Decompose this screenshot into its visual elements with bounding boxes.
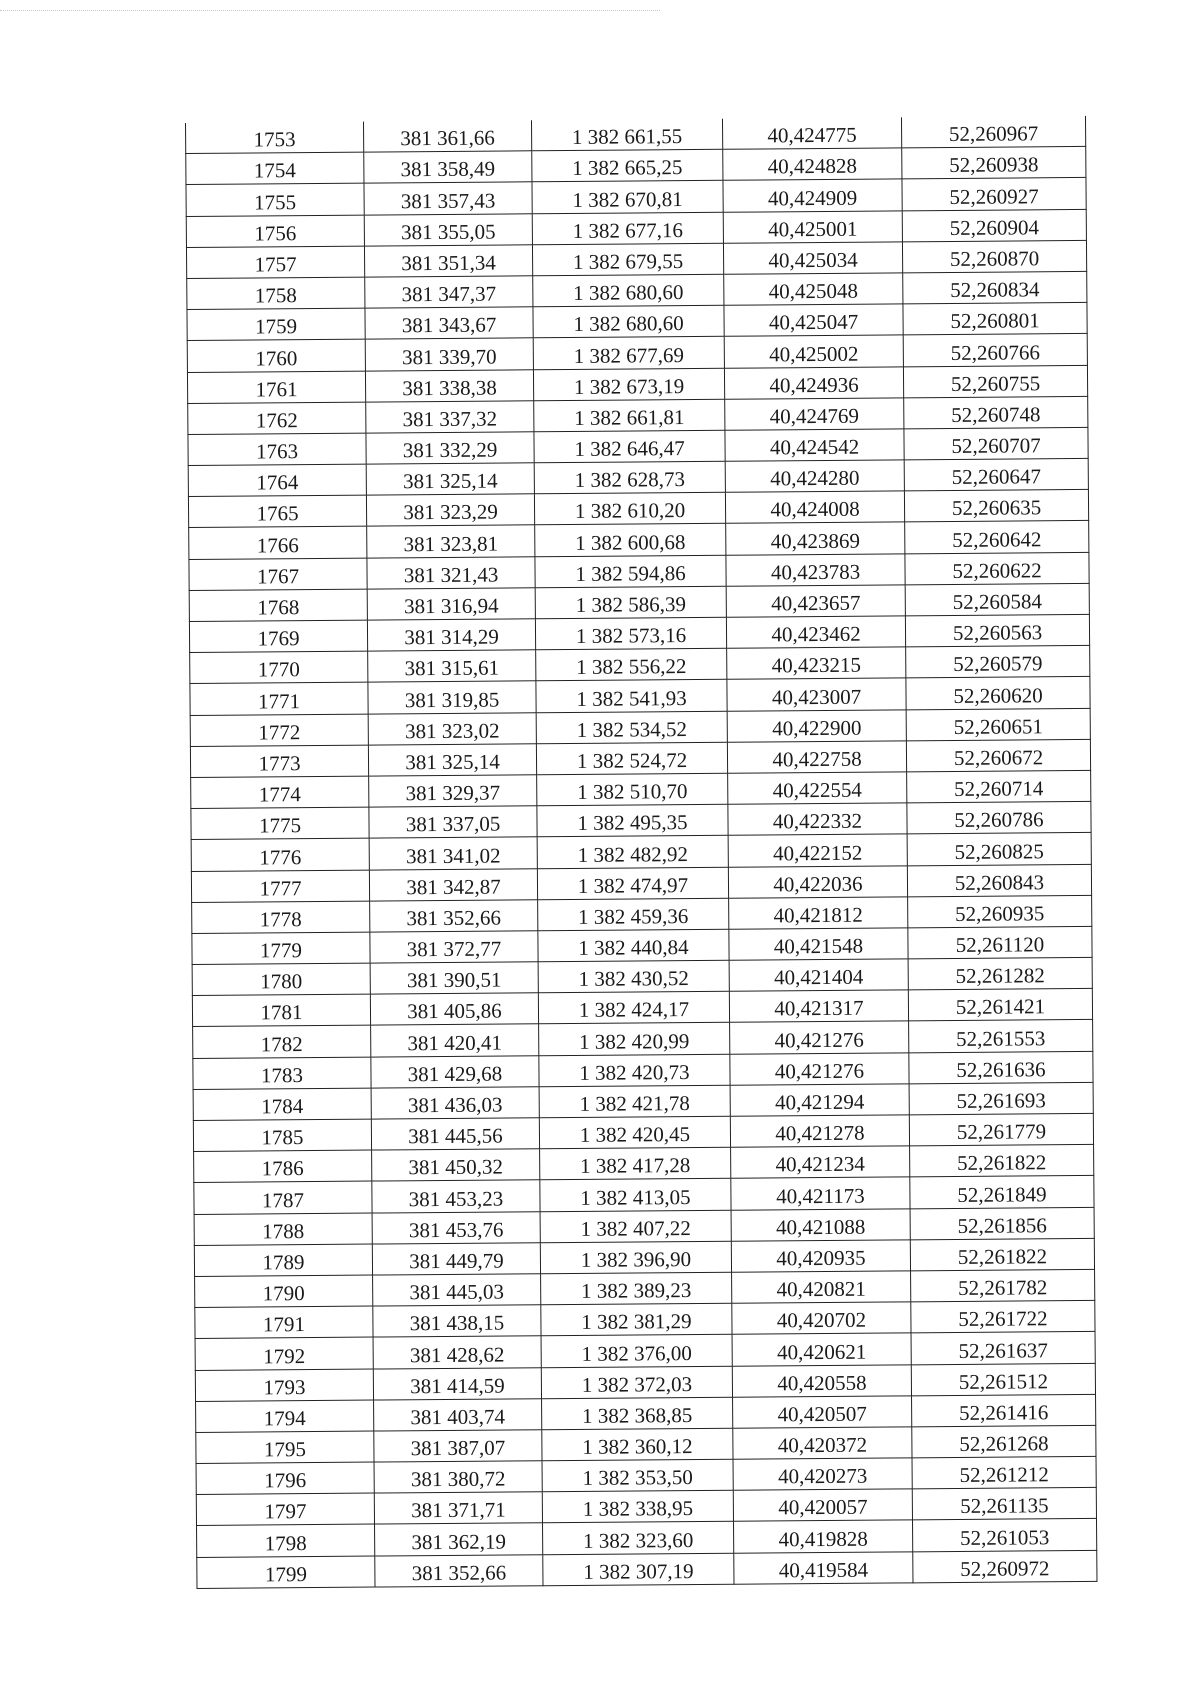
point-number-cell: 1799 xyxy=(197,1556,375,1589)
point-number-cell: 1778 xyxy=(192,901,370,934)
x-coordinate-cell: 381 420,41 xyxy=(371,1024,539,1057)
x-coordinate-cell: 381 453,76 xyxy=(372,1211,540,1244)
point-number-cell: 1783 xyxy=(193,1057,371,1090)
point-number-cell: 1767 xyxy=(189,558,367,591)
longitude-cell: 52,260647 xyxy=(904,458,1088,491)
y-coordinate-cell: 1 382 680,60 xyxy=(533,274,724,307)
x-coordinate-cell: 381 338,38 xyxy=(365,369,533,402)
y-coordinate-cell: 1 382 360,12 xyxy=(542,1428,733,1461)
latitude-cell: 40,425002 xyxy=(724,335,903,368)
point-number-cell: 1776 xyxy=(191,838,369,871)
y-coordinate-cell: 1 382 661,55 xyxy=(531,119,722,151)
y-coordinate-cell: 1 382 368,85 xyxy=(542,1397,733,1430)
latitude-cell: 40,424280 xyxy=(725,460,904,493)
point-number-cell: 1763 xyxy=(188,433,366,466)
latitude-cell: 40,420273 xyxy=(733,1458,912,1491)
point-number-cell: 1798 xyxy=(197,1524,375,1557)
x-coordinate-cell: 381 325,14 xyxy=(368,744,536,777)
latitude-cell: 40,422152 xyxy=(728,834,907,867)
x-coordinate-cell: 381 380,72 xyxy=(374,1461,542,1494)
x-coordinate-cell: 381 323,02 xyxy=(368,712,536,745)
document-page xyxy=(185,116,1096,1589)
latitude-cell: 40,419584 xyxy=(734,1551,913,1584)
latitude-cell: 40,421404 xyxy=(729,959,908,992)
y-coordinate-cell: 1 382 420,73 xyxy=(539,1054,730,1087)
latitude-cell: 40,421276 xyxy=(730,1021,909,1054)
y-coordinate-cell: 1 382 474,97 xyxy=(537,867,728,900)
x-coordinate-cell: 381 358,49 xyxy=(364,151,532,184)
y-coordinate-cell: 1 382 440,84 xyxy=(538,929,729,962)
longitude-cell: 52,260972 xyxy=(913,1550,1097,1583)
y-coordinate-cell: 1 382 586,39 xyxy=(535,586,726,619)
point-number-cell: 1782 xyxy=(193,1026,371,1059)
point-number-cell: 1771 xyxy=(190,682,368,715)
longitude-cell: 52,261782 xyxy=(911,1269,1095,1302)
latitude-cell: 40,424936 xyxy=(724,366,903,399)
point-number-cell: 1755 xyxy=(186,183,364,216)
y-coordinate-cell: 1 382 424,17 xyxy=(538,992,729,1025)
x-coordinate-cell: 381 387,07 xyxy=(374,1430,542,1463)
point-number-cell: 1793 xyxy=(195,1369,373,1402)
point-number-cell: 1781 xyxy=(192,994,370,1027)
longitude-cell: 52,261722 xyxy=(911,1301,1095,1334)
latitude-cell: 40,421812 xyxy=(729,897,908,930)
y-coordinate-cell: 1 382 646,47 xyxy=(534,430,725,463)
y-coordinate-cell: 1 382 459,36 xyxy=(538,898,729,931)
y-coordinate-cell: 1 382 389,23 xyxy=(541,1272,732,1305)
latitude-cell: 40,423657 xyxy=(726,585,905,618)
point-number-cell: 1788 xyxy=(194,1213,372,1246)
point-number-cell: 1756 xyxy=(186,215,364,248)
y-coordinate-cell: 1 382 376,00 xyxy=(541,1335,732,1368)
y-coordinate-cell: 1 382 541,93 xyxy=(536,680,727,713)
longitude-cell: 52,260642 xyxy=(905,521,1089,554)
latitude-cell: 40,421088 xyxy=(731,1208,910,1241)
latitude-cell: 40,420821 xyxy=(732,1271,911,1304)
y-coordinate-cell: 1 382 679,55 xyxy=(532,243,723,276)
longitude-cell: 52,260755 xyxy=(903,365,1087,398)
latitude-cell: 40,420507 xyxy=(733,1396,912,1429)
longitude-cell: 52,261120 xyxy=(908,926,1092,959)
point-number-cell: 1795 xyxy=(196,1431,374,1464)
point-number-cell: 1775 xyxy=(191,807,369,840)
x-coordinate-cell: 381 453,23 xyxy=(372,1180,540,1213)
x-coordinate-cell: 381 347,37 xyxy=(365,276,533,309)
longitude-cell: 52,260967 xyxy=(901,116,1085,148)
latitude-cell: 40,424008 xyxy=(725,491,904,524)
latitude-cell: 40,421234 xyxy=(731,1146,910,1179)
y-coordinate-cell: 1 382 673,19 xyxy=(533,368,724,401)
y-coordinate-cell: 1 382 430,52 xyxy=(538,960,729,993)
point-number-cell: 1770 xyxy=(190,651,368,684)
point-number-cell: 1760 xyxy=(187,339,365,372)
point-number-cell: 1794 xyxy=(196,1400,374,1433)
x-coordinate-cell: 381 428,62 xyxy=(373,1336,541,1369)
point-number-cell: 1769 xyxy=(189,620,367,653)
x-coordinate-cell: 381 372,77 xyxy=(370,931,538,964)
latitude-cell: 40,421173 xyxy=(731,1177,910,1210)
y-coordinate-cell: 1 382 381,29 xyxy=(541,1303,732,1336)
scan-artifact-line xyxy=(0,10,660,11)
latitude-cell: 40,423783 xyxy=(726,553,905,586)
x-coordinate-cell: 381 403,74 xyxy=(374,1398,542,1431)
latitude-cell: 40,420621 xyxy=(732,1333,911,1366)
longitude-cell: 52,260938 xyxy=(902,147,1086,180)
longitude-cell: 52,260620 xyxy=(906,677,1090,710)
point-number-cell: 1785 xyxy=(193,1119,371,1152)
point-number-cell: 1753 xyxy=(185,122,363,154)
longitude-cell: 52,261212 xyxy=(912,1456,1096,1489)
x-coordinate-cell: 381 352,66 xyxy=(375,1554,543,1587)
y-coordinate-cell: 1 382 420,45 xyxy=(539,1116,730,1149)
longitude-cell: 52,260714 xyxy=(907,770,1091,803)
x-coordinate-cell: 381 438,15 xyxy=(373,1305,541,1338)
x-coordinate-cell: 381 321,43 xyxy=(367,556,535,589)
y-coordinate-cell: 1 382 594,86 xyxy=(535,555,726,588)
longitude-cell: 52,261512 xyxy=(911,1363,1095,1396)
y-coordinate-cell: 1 382 353,50 xyxy=(542,1459,733,1492)
x-coordinate-cell: 381 362,19 xyxy=(375,1523,543,1556)
longitude-cell: 52,260672 xyxy=(906,739,1090,772)
point-number-cell: 1773 xyxy=(190,745,368,778)
point-number-cell: 1792 xyxy=(195,1337,373,1370)
longitude-cell: 52,260825 xyxy=(907,833,1091,866)
point-number-cell: 1790 xyxy=(195,1275,373,1308)
longitude-cell: 52,261693 xyxy=(909,1082,1093,1115)
longitude-cell: 52,261135 xyxy=(912,1488,1096,1521)
longitude-cell: 52,261822 xyxy=(910,1238,1094,1271)
longitude-cell: 52,261849 xyxy=(910,1176,1094,1209)
y-coordinate-cell: 1 382 323,60 xyxy=(543,1522,734,1555)
latitude-cell: 40,420558 xyxy=(732,1364,911,1397)
point-number-cell: 1796 xyxy=(196,1462,374,1495)
point-number-cell: 1762 xyxy=(188,402,366,435)
latitude-cell: 40,425001 xyxy=(723,210,902,243)
point-number-cell: 1757 xyxy=(186,246,364,279)
longitude-cell: 52,260927 xyxy=(902,178,1086,211)
x-coordinate-cell: 381 357,43 xyxy=(364,182,532,215)
point-number-cell: 1754 xyxy=(186,152,364,185)
latitude-cell: 40,420372 xyxy=(733,1427,912,1460)
y-coordinate-cell: 1 382 610,20 xyxy=(534,493,725,526)
latitude-cell: 40,423215 xyxy=(727,647,906,680)
x-coordinate-cell: 381 352,66 xyxy=(370,899,538,932)
longitude-cell: 52,260707 xyxy=(904,427,1088,460)
point-number-cell: 1768 xyxy=(189,589,367,622)
latitude-cell: 40,422036 xyxy=(728,865,907,898)
longitude-cell: 52,261268 xyxy=(912,1425,1096,1458)
point-number-cell: 1777 xyxy=(191,870,369,903)
longitude-cell: 52,260563 xyxy=(905,614,1089,647)
longitude-cell: 52,260801 xyxy=(903,303,1087,336)
x-coordinate-cell: 381 390,51 xyxy=(370,962,538,995)
latitude-cell: 40,421278 xyxy=(730,1115,909,1148)
longitude-cell: 52,260786 xyxy=(907,802,1091,835)
x-coordinate-cell: 381 361,66 xyxy=(363,120,531,152)
y-coordinate-cell: 1 382 307,19 xyxy=(543,1553,734,1586)
latitude-cell: 40,422554 xyxy=(728,772,907,805)
latitude-cell: 40,424775 xyxy=(722,117,901,149)
y-coordinate-cell: 1 382 677,16 xyxy=(532,212,723,245)
x-coordinate-cell: 381 342,87 xyxy=(369,868,537,901)
point-number-cell: 1784 xyxy=(193,1088,371,1121)
latitude-cell: 40,420935 xyxy=(731,1240,910,1273)
x-coordinate-cell: 381 414,59 xyxy=(373,1367,541,1400)
latitude-cell: 40,420057 xyxy=(733,1489,912,1522)
latitude-cell: 40,423007 xyxy=(727,678,906,711)
latitude-cell: 40,425034 xyxy=(723,242,902,275)
y-coordinate-cell: 1 382 421,78 xyxy=(539,1085,730,1118)
y-coordinate-cell: 1 382 420,99 xyxy=(539,1023,730,1056)
y-coordinate-cell: 1 382 556,22 xyxy=(536,648,727,681)
table-row xyxy=(197,1550,1097,1588)
longitude-cell: 52,260635 xyxy=(904,490,1088,523)
x-coordinate-cell: 381 329,37 xyxy=(369,775,537,808)
latitude-cell: 40,425048 xyxy=(724,273,903,306)
longitude-cell: 52,260843 xyxy=(907,864,1091,897)
y-coordinate-cell: 1 382 628,73 xyxy=(534,461,725,494)
x-coordinate-cell: 381 449,79 xyxy=(372,1242,540,1275)
y-coordinate-cell: 1 382 396,90 xyxy=(540,1241,731,1274)
latitude-cell: 40,425047 xyxy=(724,304,903,337)
x-coordinate-cell: 381 314,29 xyxy=(367,619,535,652)
x-coordinate-cell: 381 319,85 xyxy=(368,681,536,714)
x-coordinate-cell: 381 337,32 xyxy=(366,400,534,433)
latitude-cell: 40,423462 xyxy=(726,616,905,649)
y-coordinate-cell: 1 382 417,28 xyxy=(540,1147,731,1180)
latitude-cell: 40,422758 xyxy=(727,741,906,774)
latitude-cell: 40,421294 xyxy=(730,1084,909,1117)
longitude-cell: 52,261421 xyxy=(908,989,1092,1022)
longitude-cell: 52,260935 xyxy=(908,895,1092,928)
x-coordinate-cell: 381 371,71 xyxy=(374,1492,542,1525)
x-coordinate-cell: 381 445,03 xyxy=(373,1274,541,1307)
point-number-cell: 1758 xyxy=(187,277,365,310)
y-coordinate-cell: 1 382 482,92 xyxy=(537,836,728,869)
longitude-cell: 52,261416 xyxy=(912,1394,1096,1427)
y-coordinate-cell: 1 382 407,22 xyxy=(540,1210,731,1243)
x-coordinate-cell: 381 323,29 xyxy=(366,494,534,527)
point-number-cell: 1759 xyxy=(187,308,365,341)
x-coordinate-cell: 381 429,68 xyxy=(371,1055,539,1088)
x-coordinate-cell: 381 445,56 xyxy=(371,1118,539,1151)
point-number-cell: 1786 xyxy=(194,1150,372,1183)
longitude-cell: 52,260579 xyxy=(906,646,1090,679)
point-number-cell: 1772 xyxy=(190,714,368,747)
x-coordinate-cell: 381 343,67 xyxy=(365,307,533,340)
y-coordinate-cell: 1 382 670,81 xyxy=(532,181,723,214)
y-coordinate-cell: 1 382 372,03 xyxy=(541,1366,732,1399)
y-coordinate-cell: 1 382 510,70 xyxy=(537,773,728,806)
latitude-cell: 40,420702 xyxy=(732,1302,911,1335)
longitude-cell: 52,261779 xyxy=(909,1113,1093,1146)
point-number-cell: 1765 xyxy=(188,495,366,528)
y-coordinate-cell: 1 382 338,95 xyxy=(542,1490,733,1523)
point-number-cell: 1787 xyxy=(194,1181,372,1214)
x-coordinate-cell: 381 316,94 xyxy=(367,588,535,621)
y-coordinate-cell: 1 382 495,35 xyxy=(537,804,728,837)
x-coordinate-cell: 381 332,29 xyxy=(366,432,534,465)
point-number-cell: 1761 xyxy=(187,371,365,404)
longitude-cell: 52,260748 xyxy=(904,396,1088,429)
y-coordinate-cell: 1 382 524,72 xyxy=(536,742,727,775)
y-coordinate-cell: 1 382 600,68 xyxy=(535,524,726,557)
longitude-cell: 52,261636 xyxy=(909,1051,1093,1084)
x-coordinate-cell: 381 450,32 xyxy=(372,1149,540,1182)
y-coordinate-cell: 1 382 534,52 xyxy=(536,711,727,744)
latitude-cell: 40,421317 xyxy=(729,990,908,1023)
x-coordinate-cell: 381 405,86 xyxy=(370,993,538,1026)
point-number-cell: 1780 xyxy=(192,963,370,996)
longitude-cell: 52,261822 xyxy=(910,1145,1094,1178)
point-number-cell: 1789 xyxy=(194,1244,372,1277)
coordinates-table xyxy=(185,116,1097,1589)
longitude-cell: 52,261856 xyxy=(910,1207,1094,1240)
x-coordinate-cell: 381 436,03 xyxy=(371,1087,539,1120)
y-coordinate-cell: 1 382 677,69 xyxy=(533,337,724,370)
point-number-cell: 1797 xyxy=(196,1493,374,1526)
latitude-cell: 40,423869 xyxy=(726,522,905,555)
longitude-cell: 52,261282 xyxy=(908,957,1092,990)
latitude-cell: 40,424828 xyxy=(723,148,902,181)
longitude-cell: 52,260834 xyxy=(903,271,1087,304)
longitude-cell: 52,260584 xyxy=(905,583,1089,616)
longitude-cell: 52,260651 xyxy=(906,708,1090,741)
longitude-cell: 52,260766 xyxy=(903,334,1087,367)
coordinates-table-body xyxy=(185,116,1096,1588)
latitude-cell: 40,419828 xyxy=(734,1520,913,1553)
latitude-cell: 40,422900 xyxy=(727,709,906,742)
x-coordinate-cell: 381 323,81 xyxy=(367,525,535,558)
x-coordinate-cell: 381 337,05 xyxy=(369,806,537,839)
x-coordinate-cell: 381 341,02 xyxy=(369,837,537,870)
x-coordinate-cell: 381 351,34 xyxy=(364,245,532,278)
point-number-cell: 1774 xyxy=(191,776,369,809)
latitude-cell: 40,422332 xyxy=(728,803,907,836)
x-coordinate-cell: 381 339,70 xyxy=(365,338,533,371)
latitude-cell: 40,424909 xyxy=(723,179,902,212)
longitude-cell: 52,260870 xyxy=(902,240,1086,273)
point-number-cell: 1791 xyxy=(195,1306,373,1339)
longitude-cell: 52,261637 xyxy=(911,1332,1095,1365)
y-coordinate-cell: 1 382 680,60 xyxy=(533,305,724,338)
longitude-cell: 52,261053 xyxy=(912,1519,1096,1552)
y-coordinate-cell: 1 382 665,25 xyxy=(532,149,723,182)
latitude-cell: 40,424769 xyxy=(725,398,904,431)
longitude-cell: 52,260904 xyxy=(902,209,1086,242)
x-coordinate-cell: 381 325,14 xyxy=(366,463,534,496)
longitude-cell: 52,260622 xyxy=(905,552,1089,585)
x-coordinate-cell: 381 355,05 xyxy=(364,213,532,246)
latitude-cell: 40,421276 xyxy=(730,1052,909,1085)
y-coordinate-cell: 1 382 413,05 xyxy=(540,1179,731,1212)
point-number-cell: 1766 xyxy=(189,527,367,560)
point-number-cell: 1764 xyxy=(188,464,366,497)
x-coordinate-cell: 381 315,61 xyxy=(368,650,536,683)
point-number-cell: 1779 xyxy=(192,932,370,965)
longitude-cell: 52,261553 xyxy=(909,1020,1093,1053)
latitude-cell: 40,421548 xyxy=(729,928,908,961)
y-coordinate-cell: 1 382 573,16 xyxy=(535,617,726,650)
y-coordinate-cell: 1 382 661,81 xyxy=(534,399,725,432)
latitude-cell: 40,424542 xyxy=(725,429,904,462)
